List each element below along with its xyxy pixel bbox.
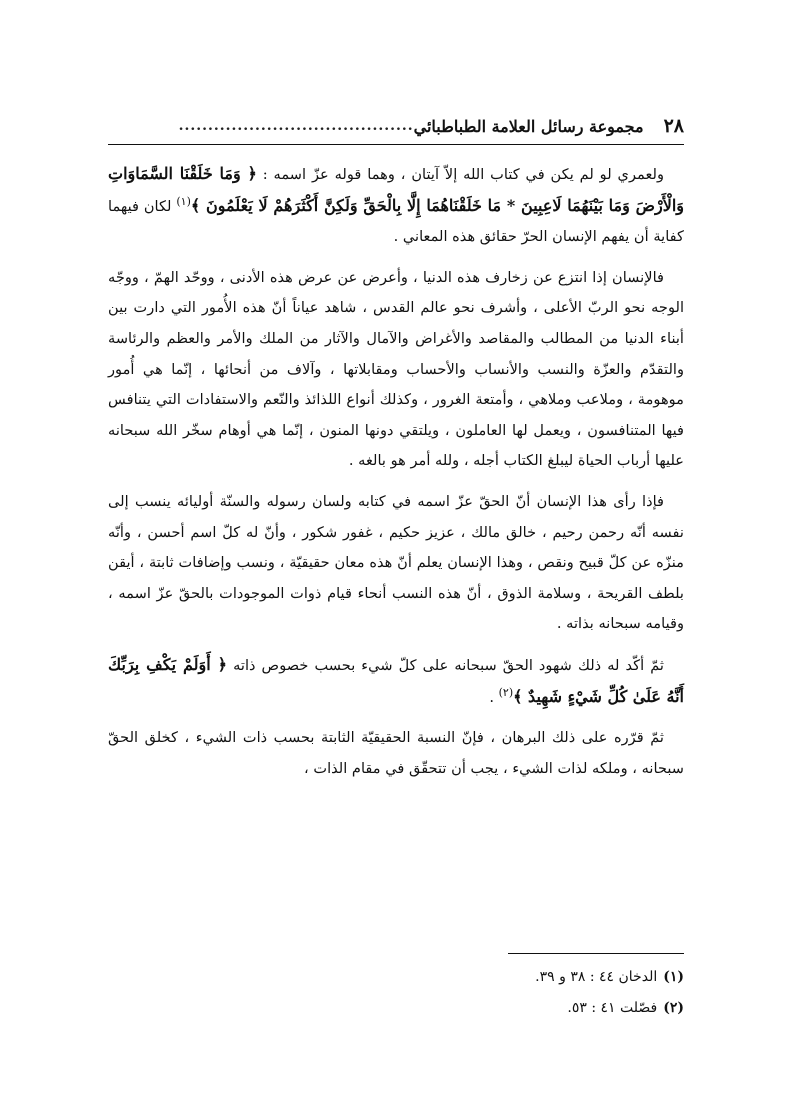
- paragraph-2: فالإنسان إذا انتزع عن زخارف هذه الدنيا ، وأعرض عن عرض هذه الأدنى ، ووحّد الهمّ ، ووجّه الوجه نحو الربّ الأعلى ، وأشرف نحو عالم القدس ، شاهد عياناً أنّ هذه الأُمور التي دارت بين أبناء الدنيا من المطالب والمقاصد والأغراض والآمال والآثار من الملك والأمر والعظم والرئاسة والتقدّم والعزّة والنسب والأنساب والأحساب ومقابلاتها ، وآلاف من أنحائها ، إنّما هي أُمور موهومة ، وملاعب وملاهي ، وأمتعة الغرور ، وكذلك أنواع اللذائذ والنّعم والاستفادات التي يتنافس فيها المتنافسون ، ويعمل لها العاملون ، ويلتقي دونها المنون ، إنّما هي أوهام سخّر الله سبحانه عليها أرباب الحياة ليبلغ الكتاب أجله ، ولله أمر هو بالغه .: [108, 268, 684, 470]
- paragraph-3: فإذا رأى هذا الإنسان أنّ الحقّ عزّ اسمه في كتابه ولسان رسوله والسنّة أوليائه ينسب إلى نفسه أنّه رحمن رحيم ، خالق مالك ، عزيز حكيم ، غفور شكور ، وأنّ له كلّ اسم أحسن ، وأنّه منزّه عن كلّ قبيح ونقص ، وهذا الإنسان يعلم أنّ هذه معان حقيقيّة ، ونسب وإضافات ثابتة ، أيقن بلطف القريحة ، وسلامة الذوق ، أنّ هذه النسب أنحاء قيام ذوات الموجودات بالحقّ عزّ اسمه ، وقيامه سبحانه بذاته .: [108, 492, 684, 633]
- footnote-ref-2[interactable]: (٢): [498, 685, 514, 699]
- main-text: [108, 159, 684, 784]
- paragraph-4-text-a: ثمّ أكّد له ذلك شهود الحقّ سبحانه على كلّ شيء بحسب خصوص ذاته: [227, 656, 664, 674]
- paragraph-1-text-b: لكان فيهما كفاية أن يفهم الإنسان الحرّ حقائق هذه المعاني .: [108, 197, 684, 246]
- footnote-separator: [508, 953, 684, 954]
- footnote-2: [108, 997, 684, 1019]
- running-header: [108, 108, 684, 145]
- paragraph-4-text-b: .: [489, 688, 499, 706]
- footnote-2-text: فصّلت ٤١ : ٥٣.: [567, 1000, 658, 1016]
- paragraph-1: [108, 159, 684, 253]
- book-page: [108, 108, 684, 1048]
- footnote-1-text: الدخان ٤٤ : ٣٨ و ٣٩.: [535, 969, 658, 985]
- book-title: مجموعة رسائل العلامة الطباطبائي: [413, 116, 644, 136]
- paragraph-5: ثمّ قرّره على ذلك البرهان ، فإنّ النسبة الحقيقيّة الثابتة بحسب ذات الشيء ، كخلق الحقّ سبحانه ، وملكه لذات الشيء ، يجب أن تتحقّق في مقام الذات ،: [108, 729, 684, 777]
- footnote-ref-1[interactable]: (١): [176, 194, 191, 208]
- paragraph-1-text-a: ولعمري لو لم يكن في كتاب الله إلاّ آيتان ، وهما قوله عزّ اسمه :: [256, 166, 664, 183]
- paragraph-4: [108, 650, 684, 713]
- header-leader-dots: ........................................: [178, 118, 414, 134]
- footnote-1: [108, 966, 684, 988]
- page-number: ٢٨: [663, 115, 684, 137]
- quran-verse-1: ﴿ وَمَا خَلَقْنَا السَّمَاوَاتِ وَالْأَرْضَ وَمَا بَيْنَهُمَا لَاعِبِينَ * مَا خَلَقْنَاهُمَا إِلَّا بِالْحَقِّ وَلَكِنَّ أَكْثَرَهُمْ لَا يَعْلَمُونَ ﴾: [108, 164, 684, 215]
- footnotes: [108, 953, 684, 1028]
- footnote-1-number: (١): [663, 969, 684, 985]
- footnote-2-number: (٢): [663, 1000, 684, 1016]
- quran-verse-2: ﴿ أَوَلَمْ يَكْفِ بِرَبِّكَ أَنَّهُ عَلَىٰ كُلِّ شَيْءٍ شَهِيدٌ ﴾: [108, 654, 684, 706]
